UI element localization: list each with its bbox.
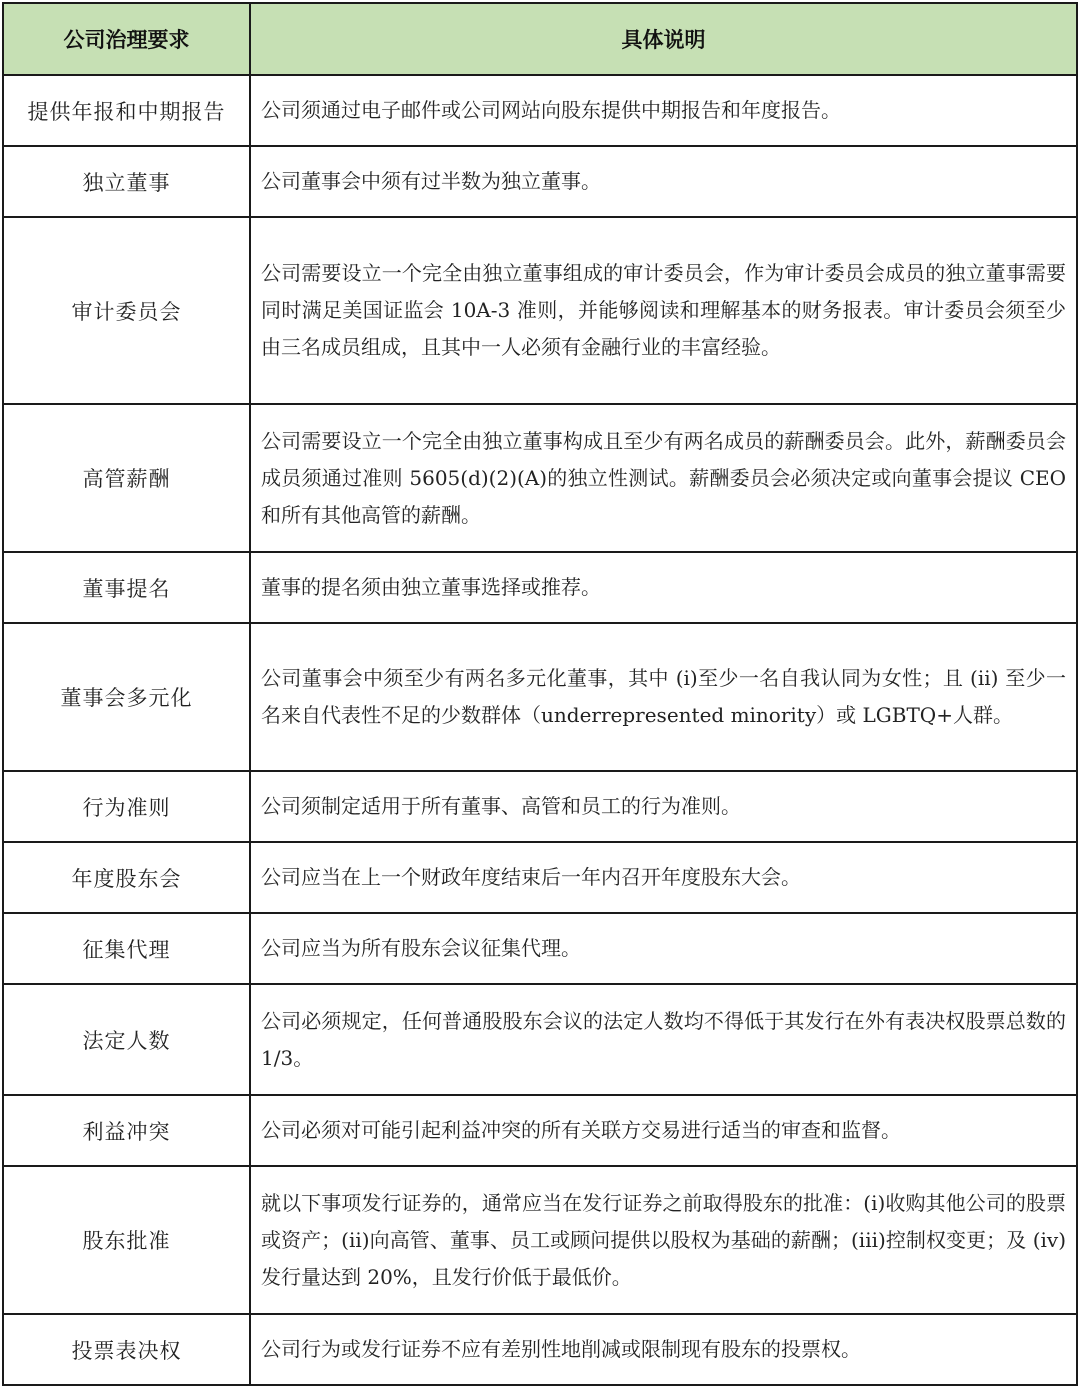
requirement-cell: 审计委员会 — [3, 217, 250, 404]
description-cell: 公司须制定适用于所有董事、高管和员工的行为准则。 — [250, 771, 1077, 842]
table-row — [3, 1314, 1077, 1385]
table-row — [3, 552, 1077, 623]
requirement-cell: 行为准则 — [3, 771, 250, 842]
requirement-cell: 股东批准 — [3, 1166, 250, 1314]
table-row — [3, 217, 1077, 404]
requirement-cell: 董事提名 — [3, 552, 250, 623]
header-description: 具体说明 — [250, 3, 1077, 75]
table-row — [3, 146, 1077, 217]
header-requirement: 公司治理要求 — [3, 3, 250, 75]
description-cell: 公司应当在上一个财政年度结束后一年内召开年度股东大会。 — [250, 842, 1077, 913]
table-row — [3, 1166, 1077, 1314]
requirement-cell: 董事会多元化 — [3, 623, 250, 771]
description-cell: 公司须通过电子邮件或公司网站向股东提供中期报告和年度报告。 — [250, 75, 1077, 146]
description-cell: 公司需要设立一个完全由独立董事构成且至少有两名成员的薪酬委员会。此外，薪酬委员会成员须通过准则 5605(d)(2)(A)的独立性测试。薪酬委员会必须决定或向董事会提议 CEO 和所有其他高管的薪酬。 — [250, 404, 1077, 552]
requirement-cell: 提供年报和中期报告 — [3, 75, 250, 146]
table-header-row — [3, 3, 1077, 75]
governance-requirements-table — [2, 2, 1078, 1386]
description-cell: 公司董事会中须有过半数为独立董事。 — [250, 146, 1077, 217]
table-row — [3, 404, 1077, 552]
table-row — [3, 75, 1077, 146]
requirement-cell: 高管薪酬 — [3, 404, 250, 552]
table-row — [3, 913, 1077, 984]
description-cell: 公司应当为所有股东会议征集代理。 — [250, 913, 1077, 984]
requirement-cell: 利益冲突 — [3, 1095, 250, 1166]
requirement-cell: 投票表决权 — [3, 1314, 250, 1385]
table-row — [3, 771, 1077, 842]
table-row — [3, 1095, 1077, 1166]
description-cell: 公司行为或发行证券不应有差别性地削减或限制现有股东的投票权。 — [250, 1314, 1077, 1385]
description-cell: 董事的提名须由独立董事选择或推荐。 — [250, 552, 1077, 623]
description-cell: 公司需要设立一个完全由独立董事组成的审计委员会，作为审计委员会成员的独立董事需要同时满足美国证监会 10A-3 准则，并能够阅读和理解基本的财务报表。审计委员会须至少由三名成员组成，且其中一人必须有金融行业的丰富经验。 — [250, 217, 1077, 404]
requirement-cell: 征集代理 — [3, 913, 250, 984]
requirement-cell: 年度股东会 — [3, 842, 250, 913]
description-cell: 公司必须规定，任何普通股股东会议的法定人数均不得低于其发行在外有表决权股票总数的 1/3。 — [250, 984, 1077, 1095]
table-row — [3, 623, 1077, 771]
table-row — [3, 984, 1077, 1095]
description-cell: 就以下事项发行证券的，通常应当在发行证券之前取得股东的批准：(i)收购其他公司的股票或资产；(ii)向高管、董事、员工或顾问提供以股权为基础的薪酬；(iii)控制权变更；及 (iv) 发行量达到 20%，且发行价低于最低价。 — [250, 1166, 1077, 1314]
table-row — [3, 842, 1077, 913]
requirement-cell: 法定人数 — [3, 984, 250, 1095]
description-cell: 公司董事会中须至少有两名多元化董事，其中 (i)至少一名自我认同为女性；且 (ii) 至少一名来自代表性不足的少数群体（underrepresented minority）或 LGBTQ+人群。 — [250, 623, 1077, 771]
requirement-cell: 独立董事 — [3, 146, 250, 217]
description-cell: 公司必须对可能引起利益冲突的所有关联方交易进行适当的审查和监督。 — [250, 1095, 1077, 1166]
